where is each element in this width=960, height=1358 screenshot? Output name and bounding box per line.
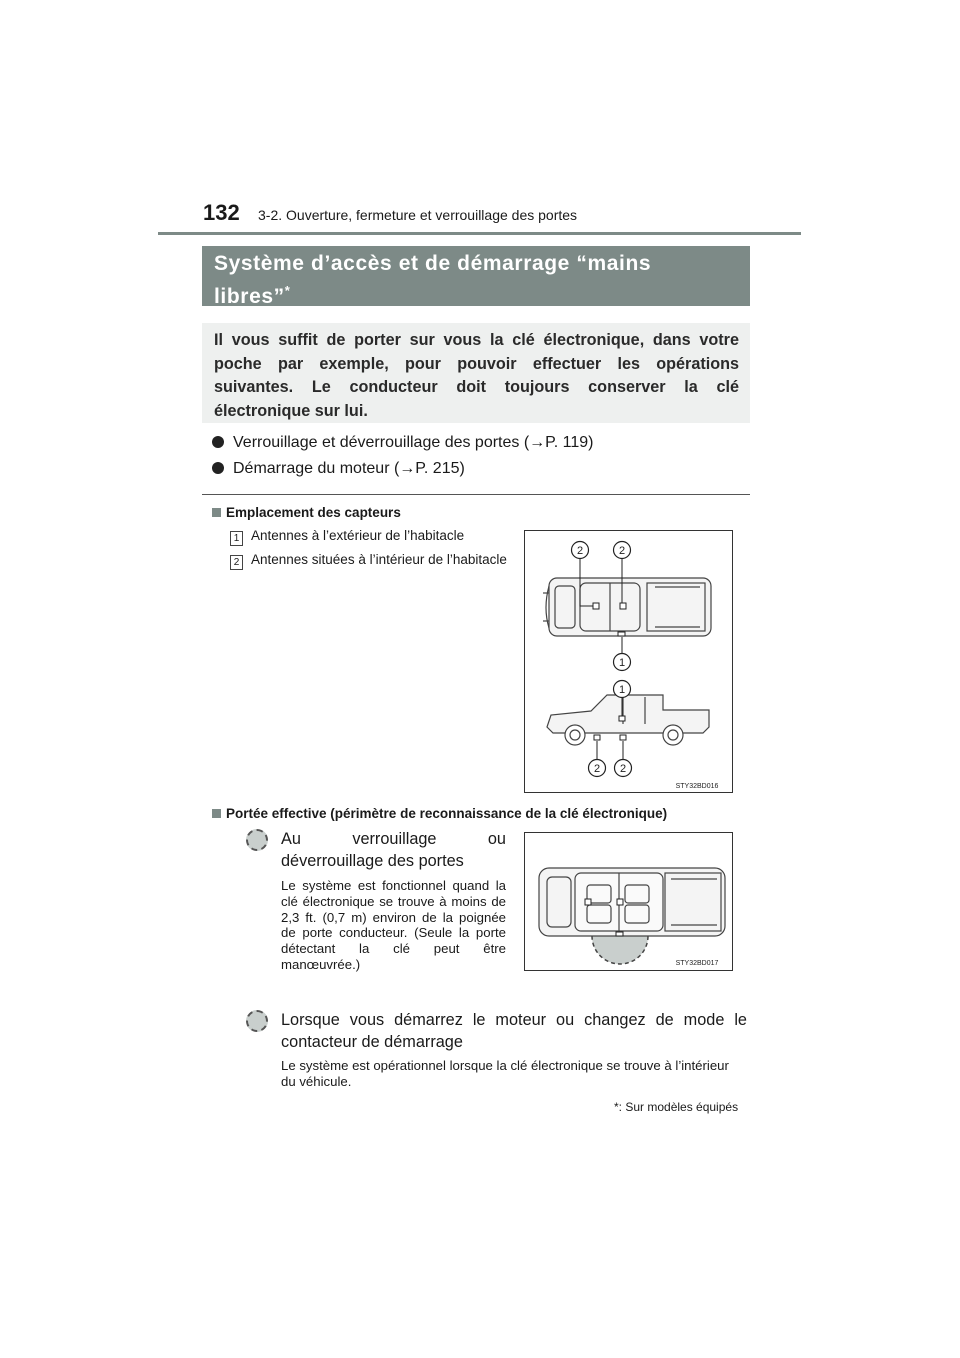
bullet-item: Verrouillage et déverrouillage des portes (→P. 119) <box>212 434 594 452</box>
section-title-banner <box>202 246 750 306</box>
key-zone-icon <box>246 829 268 851</box>
bullet-dot-icon <box>212 462 224 474</box>
callout-2: 2 <box>619 763 627 775</box>
intro-text: Il vous suffit de porter sur vous la clé électronique, dans votre poche par exemple, pour pouvoir effectuer les opérations suivantes. Le conducteur doit toujours conserver la clé électronique sur lui. <box>214 331 739 420</box>
callout-1: 1 <box>618 684 626 696</box>
chapter-title: 3-2. Ouverture, fermeture et verrouillage des portes <box>258 207 578 223</box>
sensor-label-2: Antennes situées à l’intérieur de l’habitacle <box>251 552 507 567</box>
sensor-num-2: 2 <box>230 552 243 570</box>
range-figure <box>524 832 733 971</box>
footnote: *: Sur modèles équipés <box>614 1100 739 1114</box>
sensors-heading: Emplacement des capteurs <box>212 505 401 520</box>
sensor-location-figure <box>524 530 733 793</box>
bullet-dot-icon <box>212 436 224 448</box>
callout-1: 1 <box>618 657 626 669</box>
zone-1-title: Au verrouillage ou déverrouillage des portes <box>281 830 506 870</box>
zone-2-title: Lorsque vous démarrez le moteur ou changez de mode le contacteur de démarrage <box>281 1011 747 1051</box>
section-divider <box>202 494 750 495</box>
range-heading: Portée effective (périmètre de reconnaissance de la clé électronique) <box>212 806 667 821</box>
truck-diagram-range <box>525 833 732 970</box>
sensor-label-1: Antennes à l’extérieur de l’habitacle <box>251 528 465 543</box>
callout-2: 2 <box>593 763 601 775</box>
zone-1-desc: Le système est fonctionnel quand la clé électronique se trouve à moins de 2,3 ft. (0,7 m) environ de la poignée de porte conducteur. (Seule la porte détectant la clé peut être manœuvrée.) <box>281 878 506 972</box>
callout-2: 2 <box>576 545 584 557</box>
section-title: Système d’accès et de démarrage “mains libres”* <box>214 252 652 308</box>
square-bullet-icon <box>212 809 221 818</box>
zone-2-desc: Le système est opérationnel lorsque la clé électronique se trouve à l’intérieur du véhicule. <box>281 1058 729 1089</box>
figure-code: STY32BD016 <box>675 783 719 790</box>
truck-diagram-sensors <box>525 531 732 792</box>
intro-box <box>202 323 750 423</box>
sensor-num-1: 1 <box>230 528 243 546</box>
footnote-marker: * <box>284 283 291 298</box>
page-number: 132 <box>203 200 240 225</box>
callout-2: 2 <box>618 545 626 557</box>
square-bullet-icon <box>212 508 221 517</box>
figure-code: STY32BD017 <box>675 960 719 967</box>
header-rule <box>158 232 801 235</box>
vehicle-interior-icon <box>246 1010 268 1032</box>
bullet-item: Démarrage du moteur (→P. 215) <box>212 460 465 478</box>
